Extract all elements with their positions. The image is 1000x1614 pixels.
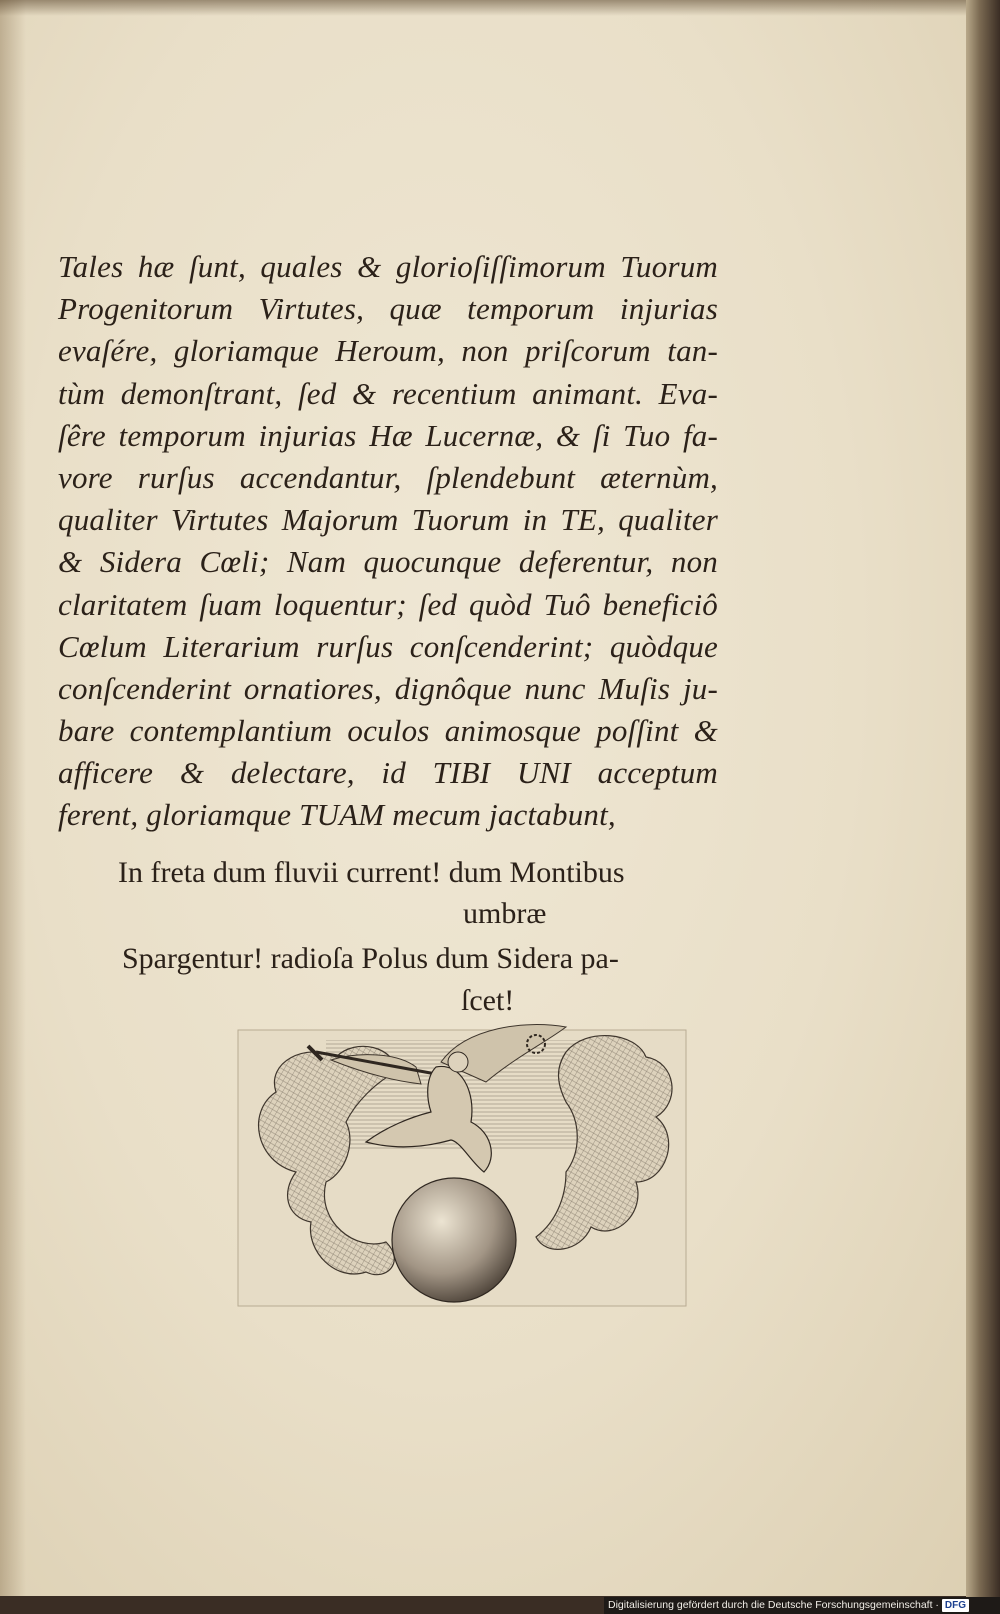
binding-shadow bbox=[0, 0, 26, 1596]
text-line: Cœlum Literarium rurſus conſcenderint; quòdque bbox=[58, 628, 718, 664]
page-fore-edge bbox=[966, 0, 1000, 1614]
text-line: afficere & delectare, id TIBI UNI acceptum bbox=[58, 755, 718, 791]
text-line: conſcenderint ornatiores, dignôque nunc Muſis ju- bbox=[58, 670, 718, 706]
credit-text: Digitalisierung gefördert durch die Deutsche Forschungsgemeinschaft · bbox=[608, 1599, 939, 1611]
text-line: & Sidera Cœli; Nam quocunque deferentur, non bbox=[58, 544, 718, 580]
dfg-logo: DFG bbox=[942, 1599, 969, 1612]
verse-line-2: Spargentur! radioſa Polus dum Sidera pa- bbox=[122, 942, 619, 975]
digitization-credit bbox=[604, 1597, 1000, 1614]
text-line: vore rurſus accendantur, ſplendebunt æternùm, bbox=[58, 459, 718, 495]
verse-line-1: In freta dum fluvii current! dum Montibus bbox=[118, 856, 625, 889]
verse-line-2-continuation: ſcet! bbox=[461, 984, 515, 1017]
text-line: Progenitorum Virtutes, quæ temporum injurias bbox=[58, 291, 718, 327]
page-top-edge bbox=[0, 0, 978, 16]
text-line: qualiter Virtutes Majorum Tuorum in TE, qualiter bbox=[58, 502, 718, 538]
text-line: bare contemplantium oculos animosque poſſint & bbox=[58, 713, 718, 749]
text-line: ſêre temporum injurias Hæ Lucernæ, & ſi Tuo fa- bbox=[58, 417, 718, 453]
text-line: claritatem ſuam loquentur; ſed quòd Tuô beneficiô bbox=[58, 586, 718, 622]
text-line: ferent, gloriamque TUAM mecum jactabunt, bbox=[58, 797, 616, 833]
text-line: Tales hæ ſunt, quales & glorioſiſſimorum Tuorum bbox=[58, 249, 718, 284]
text-line: evaſére, gloriamque Heroum, non priſcorum tan- bbox=[58, 333, 718, 369]
dedication-text bbox=[58, 246, 718, 837]
fame-angel-vignette bbox=[236, 1022, 688, 1308]
verse-line-1-continuation: umbræ bbox=[463, 897, 547, 930]
text-line: tùm demonſtrant, ſed & recentium animant. Eva- bbox=[58, 375, 718, 411]
